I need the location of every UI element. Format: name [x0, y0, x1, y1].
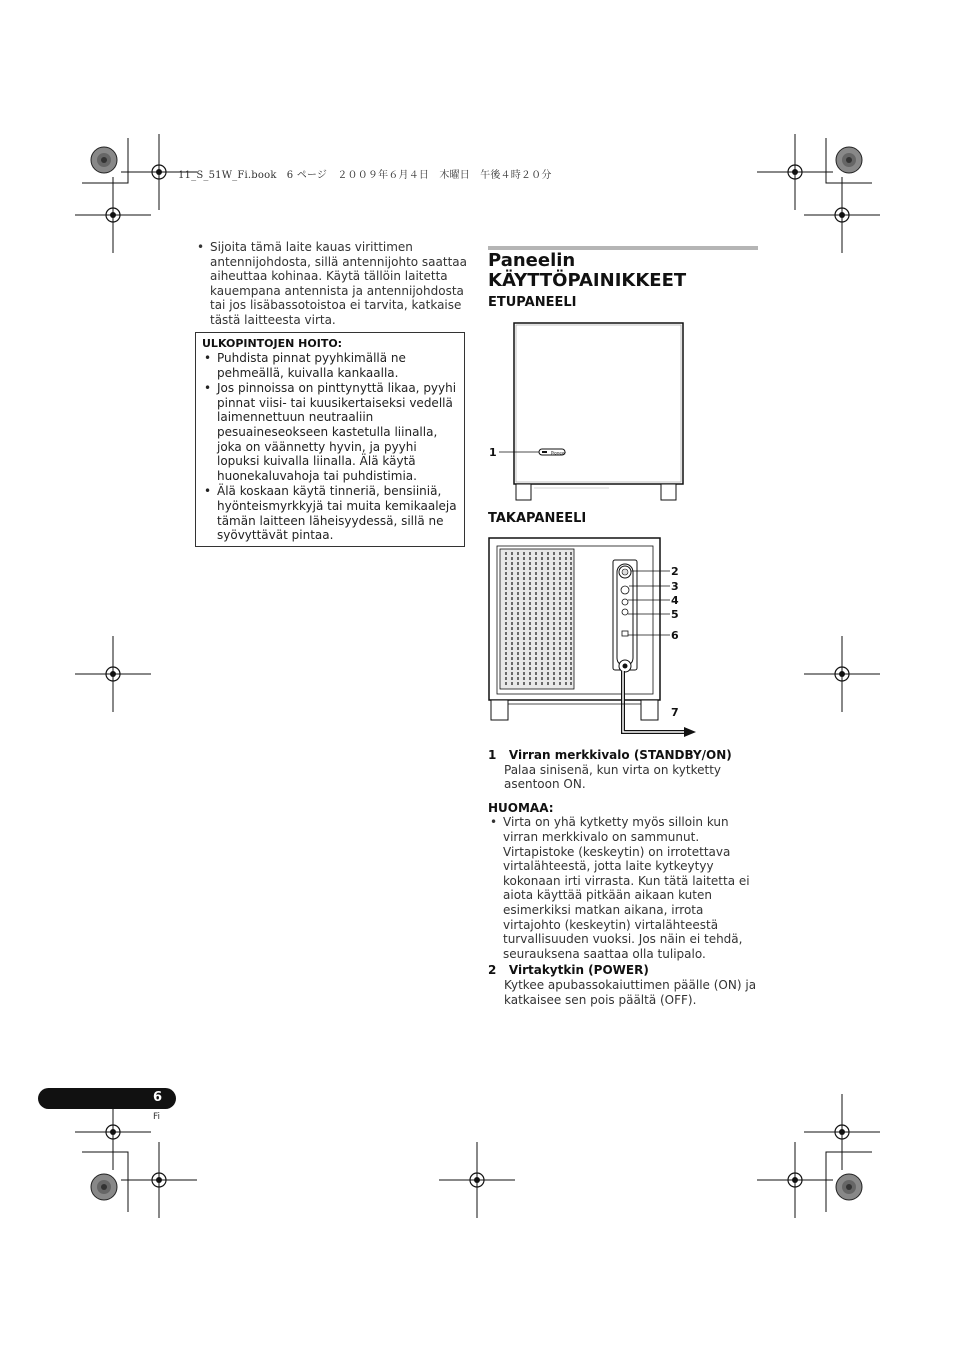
front-callout-1: 1 — [489, 446, 497, 459]
starburst-mark-top-left — [91, 147, 117, 173]
section-title-line1: Paneelin — [488, 250, 576, 271]
rear-panel-heading: TAKAPANEELI — [488, 511, 587, 526]
front-panel-heading: ETUPANEELI — [488, 295, 577, 310]
item1-title: 1 Virran merkkivalo (STANDBY/ON) — [488, 748, 732, 762]
item2-title: 2 Virtakytkin (POWER) — [488, 963, 649, 978]
rear-callout-2: 2 — [671, 565, 679, 578]
starburst-mark-bottom-left — [91, 1174, 117, 1200]
care-title: ULKOPINTOJEN HOITO: — [202, 337, 343, 350]
intro-note — [195, 240, 467, 328]
care-box — [195, 332, 465, 547]
starburst-mark-top-right — [836, 147, 862, 173]
care-item: • Jos pinnoissa on pinttynyttä likaa, pyyhi pinnat viisi- tai kuusikertaiseksi vedellä laimennettuun neutraaliin pesuaineseokseen kastetulla liinalla, joka on väännetty hyvin, ja pyyhi lopuksi kuivalla liinalla. Älä käytä huonekaluvahoja tai puhdistimia. — [202, 381, 458, 483]
item1-desc: Palaa sinisenä, kun virta on kytketty asentoon ON. — [504, 762, 722, 792]
item-descriptions — [488, 748, 760, 1007]
note-heading: HUOMAA: — [488, 800, 554, 815]
rear-callout-6: 6 — [671, 629, 679, 642]
page-number: 6 — [153, 1090, 163, 1105]
note-bullet: • Virta on yhä kytketty myös silloin kun virran merkkivalo on sammunut. Virtapistoke (keskeytin) on irrotettava virtalähteestä, jotta laite kytkeytyy kokonaan irti virrasta. Kun tätä laitetta ei aiota käyttää pitkään aikaan kuten esimerkiksi matkan aikana, irrota virtajohto (keskeytin) virtalähteestä turvallisuuden vuoksi. Jos näin ei tehdä, seurauksena saattaa olla tulipalo. — [488, 815, 760, 961]
care-item: • Puhdista pinnat pyyhkimällä ne pehmeällä, kuivalla kankaalla. — [202, 351, 458, 380]
rear-callout-5: 5 — [671, 608, 679, 621]
front-panel-illustration — [484, 318, 689, 506]
rear-callout-7: 7 — [671, 706, 679, 719]
language-code: Fi — [153, 1112, 161, 1122]
starburst-mark-bottom-right — [836, 1174, 862, 1200]
svg-text:Pioneer: Pioneer — [551, 450, 566, 456]
rear-callout-3: 3 — [671, 580, 679, 593]
section-title-line2: KÄYTTÖPAINIKKEET — [488, 270, 687, 291]
care-item: • Älä koskaan käytä tinneriä, bensiiniä, hyönteismyrkkyjä tai muita kemikaaleja tämän laitteen läheisyydessä, sillä ne syövyttävät pintaa. — [202, 484, 458, 542]
section-title — [488, 251, 686, 291]
rear-panel-illustration — [484, 534, 699, 742]
file-info-header: 11_S_51W_Fi.book 6 ページ ２００９年６月４日 木曜日 午後４時２０分 — [178, 170, 552, 181]
rear-callout-4: 4 — [671, 594, 679, 607]
intro-bullet: • Sijoita tämä laite kauas virittimen antennijohdosta, sillä antennijohto saattaa aiheuttaa kohinaa. Käytä tällöin laitetta kauempana antennista ja antennijohdosta tai jos lisäbassotoistoa ei tarvita, katkaise tästä laitteesta virta. — [195, 240, 467, 328]
item2-desc: Kytkee apubassokaiuttimen päälle (ON) ja katkaisee sen pois päältä (OFF). — [504, 977, 757, 1007]
